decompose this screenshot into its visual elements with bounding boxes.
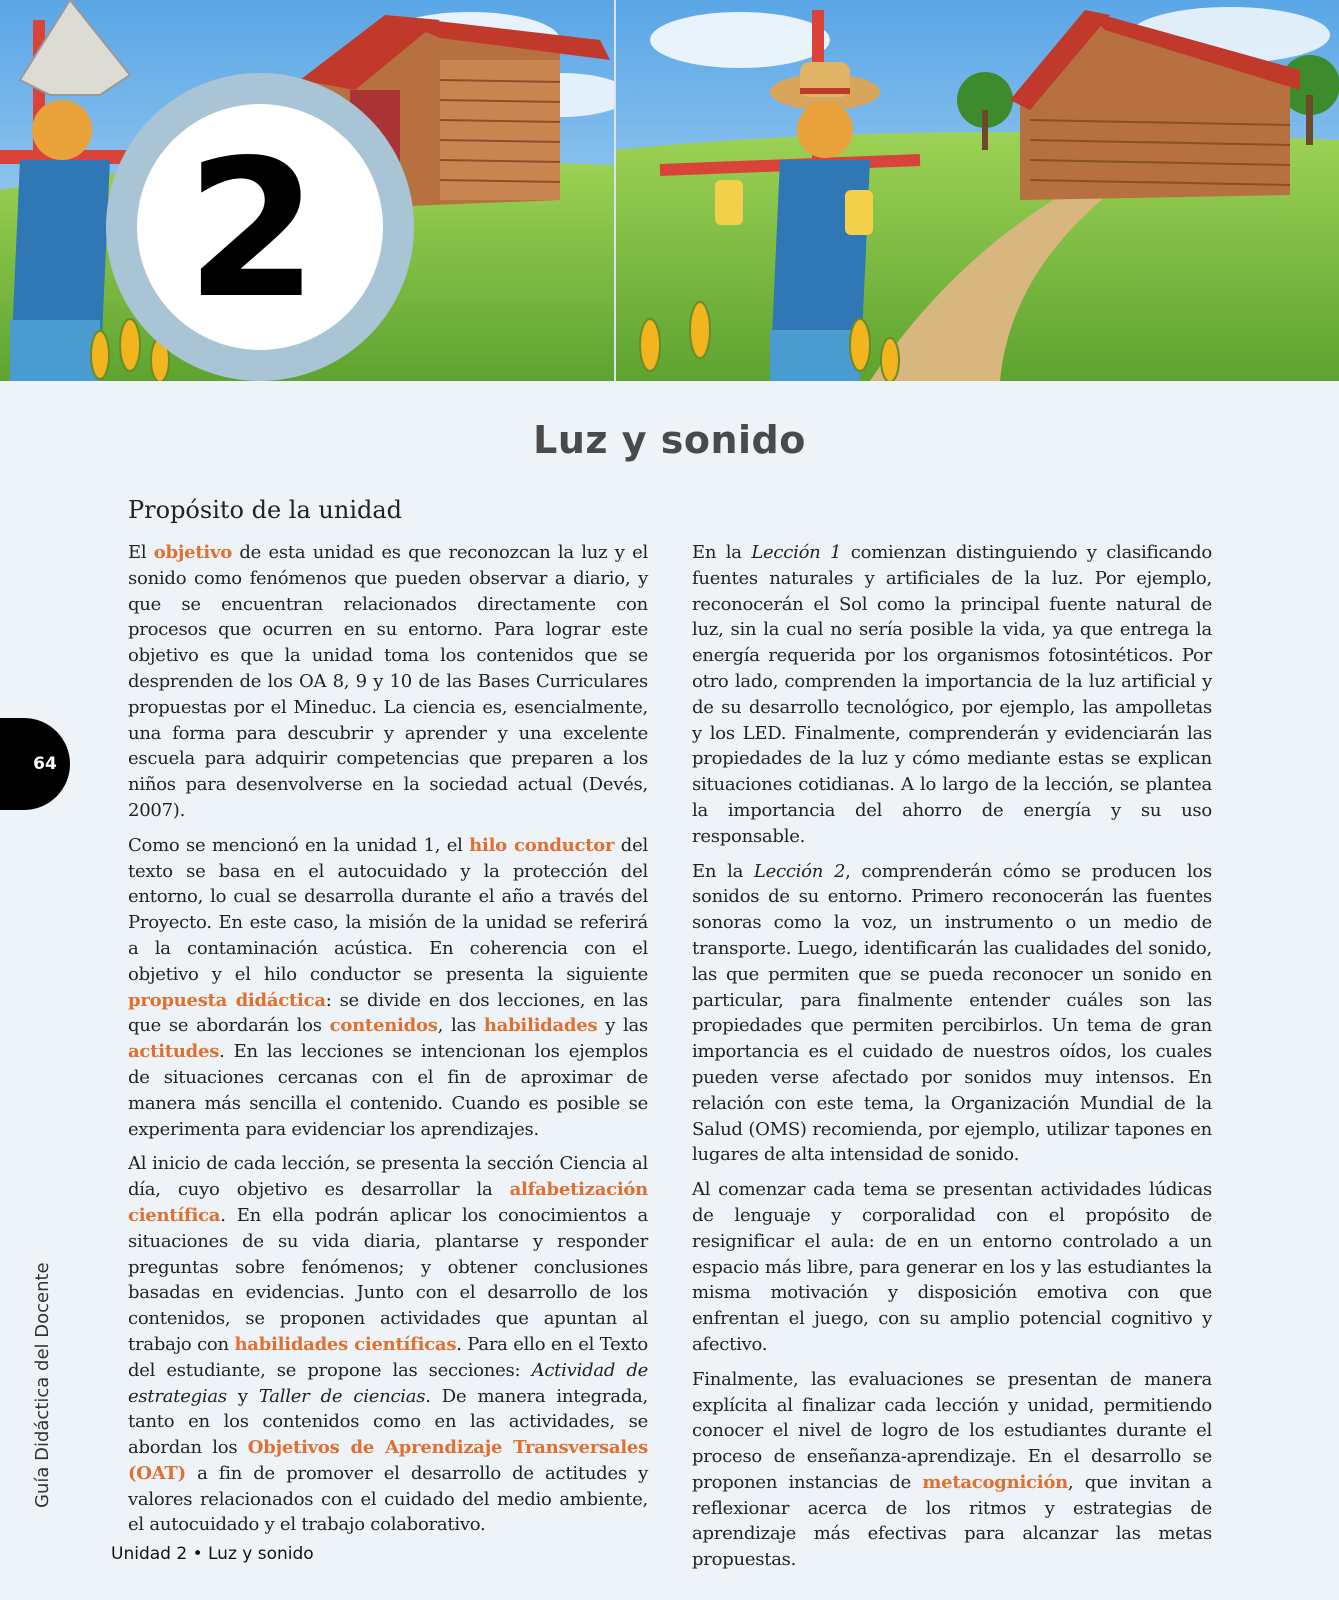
text-run: comienzan distinguiendo y clasificando fuentes naturales y artificiales de la luz. Por ejemplo, reconocerán el Sol como la principal fuente natural de luz, sin la cual no sería posible la vida, ya que entrega la energía requerida por los organismos fotosintéticos. Por otro lado, comprenden la importancia de la luz artificial y de su desarrollo tecnológico, por ejemplo, las ampolletas y los LED. Finalmente, comprenderán y evidenciarán las propiedades de la luz y cómo mediante estas se explican situaciones cotidianas. A lo largo de la lección, se plantea la importancia del ahorro de energía y su uso responsable. [692,542,1212,847]
right-column [692,540,1212,1582]
text-run: . Para ello en el Texto del estudiante, se propone las secciones: [128,1333,648,1381]
italic-term: Lección 1 [751,542,842,563]
highlighted-term: metacognición [922,1471,1068,1493]
left-column [128,540,648,1547]
text-run: , comprenderán cómo se producen los sonidos de su entorno. Primero reconocerán las fuentes sonoras como la voz, un instrumento o un medio de transporte. Luego, identificarán las cualidades del sonido, las que permiten que se pueda reconocer un sonido en particular, para finalmente entender cuáles son las propiedades que permiten percibirlos. Un tema de gran importancia es el cuidado de nuestros oídos, los cuales pueden verse afectado por sonidos muy intensos. En relación con este tema, la Organización Mundial de la Salud (OMS) recomienda, por ejemplo, utilizar tapones en lugares de alta intensidad de sonido. [692,860,1212,1166]
highlighted-term: alfabetización científica [128,1179,648,1226]
text-run: : se divide en dos lecciones, en las que se abordarán los [128,989,648,1037]
highlighted-term: objetivo [153,542,232,563]
text-run: , que invitan a reflexionar acerca de los ritmos y estrategias de aprendizaje más efectivas para alcanzar las metas propuestas. [692,1471,1213,1571]
text-run: Al inicio de cada lección, se presenta la sección Ciencia al día, cuyo objetivo es desarrollar la [128,1153,648,1201]
text-run: . En las lecciones se intencionan los ejemplos de situaciones cercanas con el fin de aproximar de manera más sencilla el contenido. Cuando es posible se experimenta para evidenciar los aprendizajes. [128,1041,648,1140]
paragraph [128,833,648,1143]
text-run: , las [437,1015,484,1037]
highlighted-term: Objetivos de Aprendizaje Transversales (OAT) [128,1437,648,1484]
italic-term: Taller de ciencias [258,1385,426,1407]
italic-term: Actividad de estrategias [128,1359,648,1407]
text-run: de esta unidad es que reconozcan la luz y el sonido como fenómenos que pueden observar a diario, y que se encuentran relacionados directamente con procesos que ocurren en su entorno. Para lograr este objetivo es que la unidad toma los contenidos que se desprenden de los OA 8, 9 y 10 de las Bases Curriculares propuestas por el Mineduc. La ciencia es, esencialmente, una forma para descubrir y aprender y una excelente escuela para adquirir competencias que preparen a los niños para desenvolverse en la sociedad actual (Devés, 2007). [128,542,648,821]
text-run: a fin de promover el desarrollo de actitudes y valores relacionados con el cuidado del medio ambiente, el autocuidado y el trabajo colaborativo. [128,1462,648,1536]
right-scene [616,0,1339,381]
paragraph [128,1151,648,1538]
text-run: Como se mencionó en la unidad 1, el [128,834,470,856]
paragraph [692,1367,1212,1573]
paragraph [692,540,1212,850]
text-run: En la [692,542,752,563]
highlighted-term: actitudes [128,1041,220,1063]
text-run: y [226,1385,259,1407]
unit-cover-illustration [0,0,1339,381]
italic-term: Lección 2 [753,860,846,882]
highlighted-term: habilidades [483,1015,598,1037]
paragraph [128,540,648,824]
text-run: Finalmente, las evaluaciones se presentan de manera explícita al finalizar cada lección y unidad, permitiendo conocer el nivel de logro de los estudiantes durante el proceso de enseñanza-aprendizaje. En el desarrollo se proponen instancias de [692,1368,1212,1493]
highlighted-term: propuesta didáctica [128,989,326,1011]
highlighted-term: contenidos [329,1015,438,1037]
text-run: Al comenzar cada tema se presentan actividades lúdicas de lenguaje y corporalidad con el propósito de resignificar el aula: de en un entorno controlado a un espacio más libre, para generar en los y las estudiantes la misma motivación y disposición emotiva con que enfrentan el juego, con su amplio potencial cognitivo y afectivo. [692,1179,1212,1355]
text-run: y las [597,1015,648,1037]
page-number-tab [0,718,70,810]
highlighted-term: habilidades científicas [234,1333,457,1355]
text-run: El [128,542,154,563]
left-scene [0,0,630,381]
side-label: Guía Didáctica del Docente [32,1262,53,1508]
paragraph [692,859,1212,1169]
page-title: Luz y sonido [533,418,806,462]
paragraph [692,1177,1212,1358]
page-number: 64 [33,754,57,774]
text-run: . De manera integrada, tanto en los contenidos como en las actividades, se abordan los [128,1385,648,1459]
text-run: En la [692,860,754,882]
page-footer: Unidad 2 • Luz y sonido [111,1544,314,1564]
text-run: del texto se basa en el autocuidado y la protección del entorno, lo cual se desarrolla durante el año a través del Proyecto. En este caso, la misión de la unidad se referirá a la contaminación acústica. En coherencia con el objetivo y el hilo conductor se presenta la siguiente [128,834,648,985]
unit-number-badge [106,73,414,381]
section-heading: Propósito de la unidad [128,496,403,524]
highlighted-term: hilo conductor [469,834,615,856]
text-run: . En ella podrán aplicar los conocimientos a situaciones de su vida diaria, plantarse y responder preguntas sobre fenómenos; y obtener conclusiones basadas en evidencias. Junto con el desarrollo de los contenidos, se proponen actividades que apuntan al trabajo con [128,1204,648,1355]
unit-number: 2 [185,119,319,340]
